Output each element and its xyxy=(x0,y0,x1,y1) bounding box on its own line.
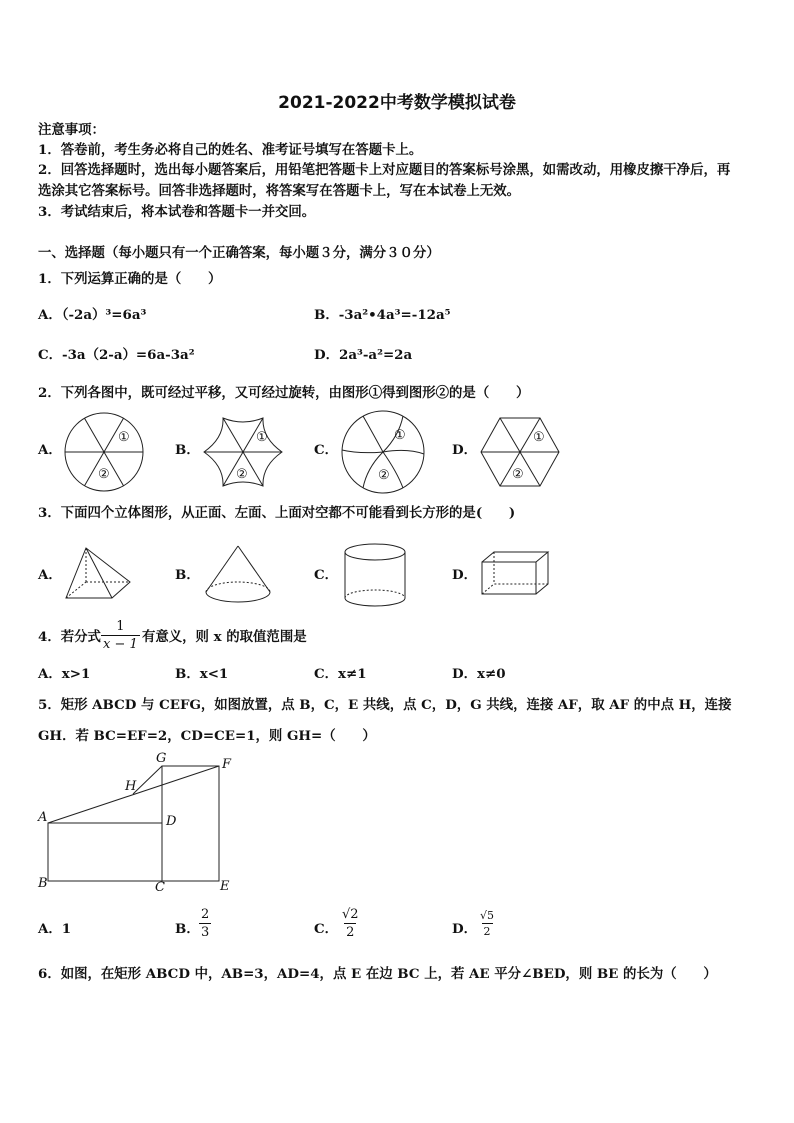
q4-option-b: B．x<1 xyxy=(175,666,229,682)
q5-stem-line1: 5．矩形 ABCD 与 CEFG，如图放置，点 B，C，E 共线，点 C，D，G 共线，连接 AF，取 AF 的中点 H，连接 xyxy=(38,697,732,713)
q5-stem-line2: GH．若 BC=EF=2，CD=CE=1，则 GH=（ ） xyxy=(38,728,376,744)
q5-option-d-frac xyxy=(478,909,496,938)
q2d-mark-1: ① xyxy=(533,430,545,445)
notice-item-2-cont: 选涂其它答案标号。回答非选择题时，将答案写在答题卡上，写在本试卷上无效。 xyxy=(38,183,521,199)
q4-frac-den: x − 1 xyxy=(103,637,138,652)
q5-point-h: H xyxy=(125,779,137,794)
q5-option-a: A．1 xyxy=(38,921,72,937)
q6-stem: 6．如图，在矩形 ABCD 中，AB=3，AD=4，点 E 在边 BC 上，若 AE 平分∠BED，则 BE 的长为（ ） xyxy=(38,966,717,982)
q3-stem: 3．下面四个立体图形，从正面、左面、上面对空都不可能看到长方形的是( ) xyxy=(38,505,516,521)
page-title: 2021-2022中考数学模拟试卷 xyxy=(278,93,516,113)
q3-figure-cone xyxy=(203,544,273,606)
q5-d-den: 2 xyxy=(483,925,491,938)
q5-option-c-frac xyxy=(340,907,361,940)
q2c-mark-1: ① xyxy=(394,428,406,443)
q2c-mark-2: ② xyxy=(378,468,390,483)
q5-point-d: D xyxy=(166,814,177,829)
q4-option-a: A．x>1 xyxy=(38,666,91,682)
q3-figure-pyramid xyxy=(64,546,136,602)
q5-b-den: 3 xyxy=(201,925,210,940)
q5-point-a: A xyxy=(38,810,48,825)
q4-suffix: 有意义，则 x 的取值范围是 xyxy=(142,629,307,645)
q4-prefix: 4．若分式 xyxy=(38,629,101,645)
q5-b-num: 2 xyxy=(201,907,210,922)
q5-option-d-label: D． xyxy=(452,921,478,937)
q2a-mark-1: ① xyxy=(118,430,130,445)
q1-option-c: C．-3a（2-a）=6a-3a² xyxy=(38,347,195,363)
q5-point-f: F xyxy=(222,757,232,772)
q5-point-c: C xyxy=(155,880,165,895)
q2-label-c: C． xyxy=(314,442,339,458)
q4-option-d: D．x≠0 xyxy=(452,666,506,682)
q3-figure-prism xyxy=(480,550,552,598)
q2-label-d: D． xyxy=(452,442,478,458)
q2b-mark-2: ② xyxy=(236,467,248,482)
q1-option-a: A．（-2a）³=6a³ xyxy=(38,307,147,323)
q2-label-b: B． xyxy=(175,442,200,458)
q2d-mark-2: ② xyxy=(512,467,524,482)
q2-label-a: A． xyxy=(38,442,62,458)
q3-label-c: C． xyxy=(314,567,339,583)
notice-item-2: 2．回答选择题时，选出每小题答案后，用铅笔把答题卡上对应题目的答案标号涂黑，如需改动，用橡皮擦干净后，再 xyxy=(38,162,731,178)
q4-frac-num: 1 xyxy=(116,619,125,634)
notice-item-1: 1．答卷前，考生务必将自己的姓名、准考证号填写在答题卡上。 xyxy=(38,142,423,158)
q5-point-e: E xyxy=(220,879,230,894)
q5-point-g: G xyxy=(156,751,167,766)
q2a-mark-2: ② xyxy=(98,467,110,482)
q2-stem: 2．下列各图中，既可经过平移，又可经过旋转，由图形①得到图形②的是（ ） xyxy=(38,385,530,401)
q4-fraction xyxy=(101,619,140,652)
q5-c-den: 2 xyxy=(346,925,355,940)
section-heading: 一、选择题（每小题只有一个正确答案，每小题３分，满分３０分） xyxy=(38,245,440,261)
q5-c-num: √2 xyxy=(342,907,359,922)
q3-figure-cylinder xyxy=(343,542,407,608)
q5-d-num: √5 xyxy=(480,909,495,922)
notice-item-3: 3．考试结束后，将本试卷和答题卡一并交回。 xyxy=(38,204,316,220)
q3-label-b: B． xyxy=(175,567,200,583)
q2b-mark-1: ① xyxy=(256,430,268,445)
q5-option-c-label: C． xyxy=(314,921,339,937)
q1-option-d: D．2a³-a²=2a xyxy=(314,347,413,363)
notice-heading: 注意事项： xyxy=(38,122,105,138)
q5-option-b-frac xyxy=(199,907,211,940)
q5-option-b-label: B． xyxy=(175,921,200,937)
q3-label-a: A． xyxy=(38,567,62,583)
q5-point-b: B xyxy=(38,876,48,891)
q3-label-d: D． xyxy=(452,567,478,583)
q4-option-c: C．x≠1 xyxy=(314,666,367,682)
q1-stem: 1．下列运算正确的是（ ） xyxy=(38,271,222,287)
q1-option-b: B．-3a²•4a³=-12a⁵ xyxy=(314,307,451,323)
